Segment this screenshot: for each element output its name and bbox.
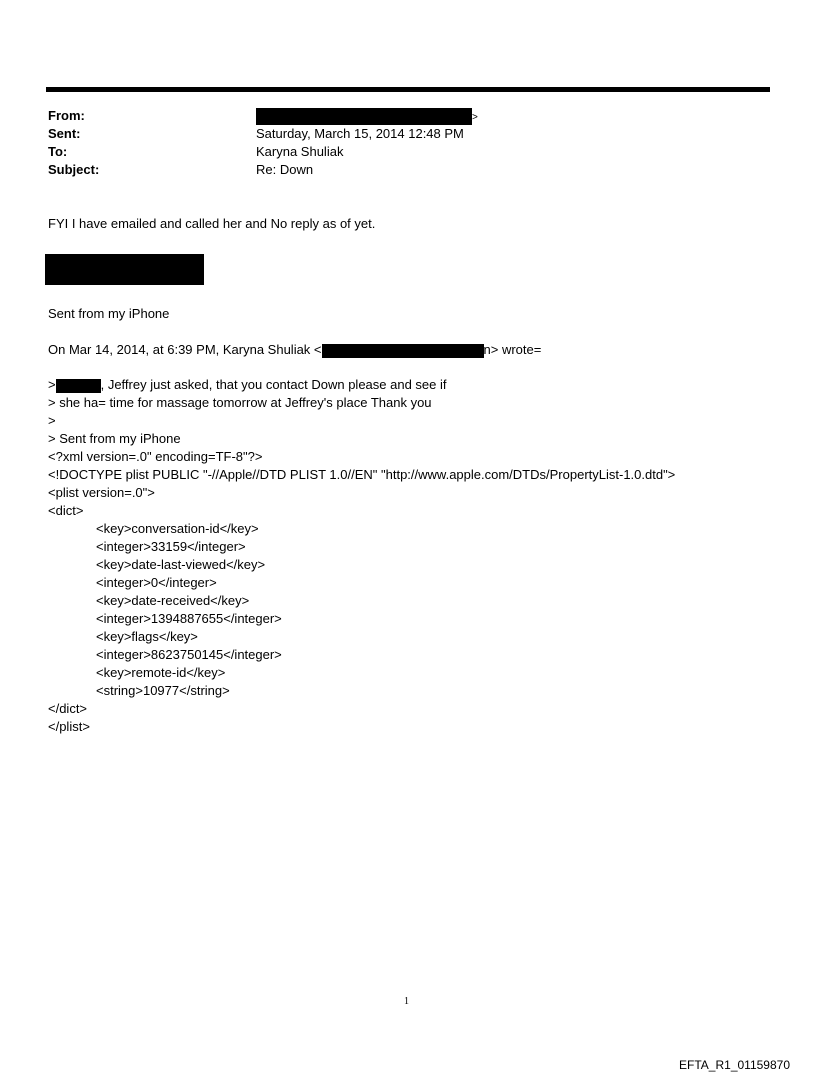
from-value: >: [256, 107, 478, 127]
plist-entry: <integer>1394887655</integer>: [96, 611, 282, 626]
quote-line-2: > she ha= time for massage tomorrow at Jeffrey's place Thank you: [48, 395, 432, 410]
plist-entry: <integer>33159</integer>: [96, 539, 246, 554]
quoted-header-line: [48, 341, 541, 359]
xml-declaration: <?xml version=.0" encoding=TF-8"?>: [48, 449, 263, 464]
quote-line-4: > Sent from my iPhone: [48, 431, 181, 446]
plist-entry: <key>date-received</key>: [96, 593, 250, 608]
plist-entry: <key>date-last-viewed</key>: [96, 557, 266, 572]
quote-line-1-suffix: , Jeffrey just asked, that you contact Down please and see if: [100, 377, 447, 392]
sent-label: Sent:: [48, 126, 81, 141]
sent-value: Saturday, March 15, 2014 12:48 PM: [256, 126, 464, 141]
plist-close-tag: </plist>: [48, 719, 90, 734]
to-label: To:: [48, 144, 68, 159]
quote-line-1: [48, 376, 447, 394]
dict-open-tag: <dict>: [48, 503, 84, 518]
subject-label: Subject:: [48, 162, 100, 177]
plist-entry: <key>conversation-id</key>: [96, 521, 259, 536]
plist-entry: <string>10977</string>: [96, 683, 230, 698]
subject-value: Re: Down: [256, 162, 314, 177]
quote-line-3: >: [48, 413, 56, 428]
dict-close-tag: </dict>: [48, 701, 88, 716]
plist-entry: <key>remote-id</key>: [96, 665, 226, 680]
to-value: Karyna Shuliak: [256, 144, 344, 159]
signature-redaction: [45, 254, 204, 285]
sent-from-line: Sent from my iPhone: [48, 306, 170, 321]
page-number: 1: [404, 996, 409, 1007]
plist-entry: <key>flags</key>: [96, 629, 198, 644]
from-label: From:: [48, 108, 85, 123]
name-redaction: [56, 379, 101, 393]
bates-number: EFTA_R1_01159870: [679, 1058, 790, 1072]
quoted-header-suffix: n> wrote=: [483, 342, 542, 357]
plist-entry: <integer>0</integer>: [96, 575, 217, 590]
quoted-header-prefix: On Mar 14, 2014, at 6:39 PM, Karyna Shuliak <: [48, 342, 322, 357]
plist-entry: <integer>8623750145</integer>: [96, 647, 282, 662]
plist-open-tag: <plist version=.0">: [48, 485, 155, 500]
redaction-block: [256, 108, 472, 125]
email-redaction: [322, 344, 484, 358]
fyi-line: FYI I have emailed and called her and No reply as of yet.: [48, 216, 376, 231]
header-rule: [46, 87, 770, 92]
quote-line-1-prefix: >: [48, 377, 56, 392]
doctype-line: <!DOCTYPE plist PUBLIC "-//Apple//DTD PLIST 1.0//EN" "http://www.apple.com/DTDs/PropertyList-1.0.dtd">: [48, 467, 676, 482]
